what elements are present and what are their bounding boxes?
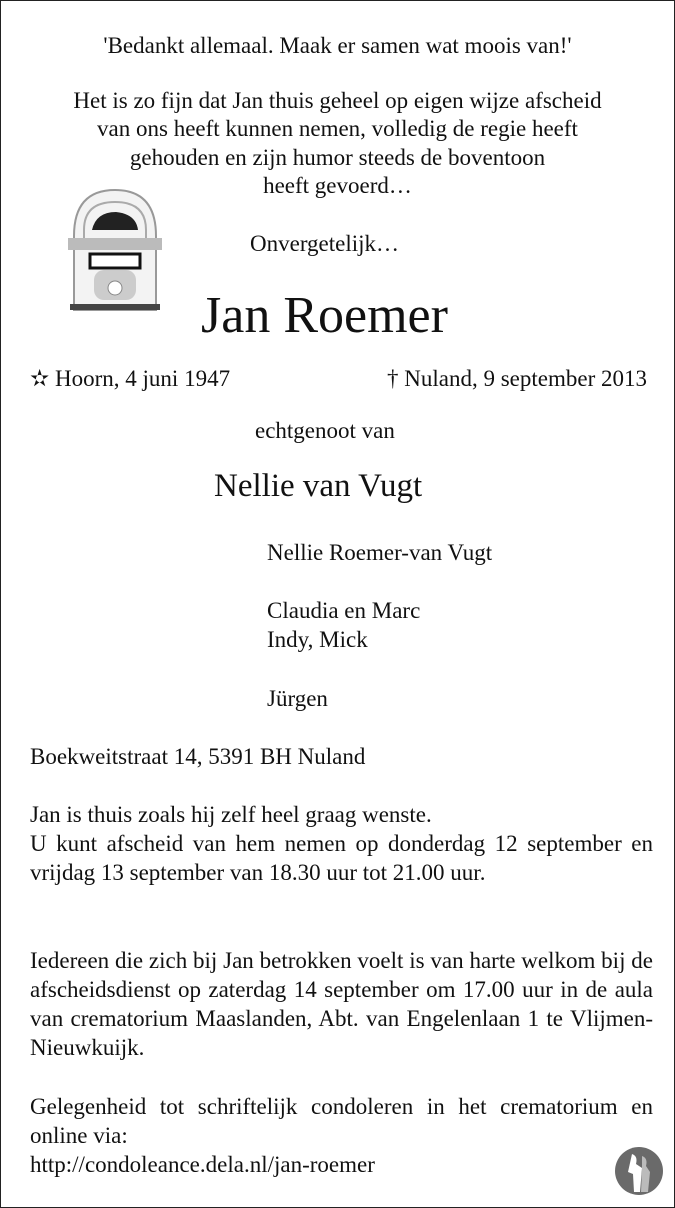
intro-line: heeft gevoerd… [263,173,412,198]
condolence-link[interactable]: http://condoleance.dela.nl/jan-roemer [30,1152,375,1177]
spouse-name: Nellie van Vugt [214,468,423,504]
intro-line: Het is zo fijn dat Jan thuis geheel op eigen wijze afscheid [73,88,602,113]
family-member: Indy, Mick [267,627,368,652]
intro-line: van ons heeft kunnen nemen, volledig de regie heeft [97,116,578,141]
dela-logo-icon [614,1146,664,1196]
birth-info: ✫ Hoorn, 4 juni 1947 [30,366,231,391]
quote: 'Bedankt allemaal. Maak er samen wat moois van!' [103,33,572,58]
unforgettable-text: Onvergetelijk… [250,231,400,256]
family-member: Jürgen [267,686,328,711]
visitation-paragraph [30,800,653,887]
family-member: Nellie Roemer-van Vugt [267,540,493,565]
visitation-line: U kunt afscheid van hem nemen op donderdag 12 september en vrijdag 13 september van 18.30 uur tot 21.00 uur. [30,831,653,885]
jukebox-image [66,186,164,312]
visitation-line: Jan is thuis zoals hij zelf heel graag wenste. [30,802,432,827]
spouse-intro: echtgenoot van [255,418,395,443]
intro-line: gehouden en zijn humor steeds de boventoon [129,145,546,170]
family-member: Claudia en Marc [267,598,421,623]
deceased-name: Jan Roemer [201,287,448,344]
condolence-paragraph: Gelegenheid tot schriftelijk condoleren in het crematorium en online via: [30,1094,653,1148]
address: Boekweitstraat 14, 5391 BH Nuland [30,744,366,769]
service-paragraph: Iedereen die zich bij Jan betrokken voelt is van harte welkom bij de afscheidsdienst op zaterdag 14 september om 17.00 uur in de aula van crematorium Maaslanden, Abt. van Engelenlaan 1 te Vlijmen-Nieuwkuijk. [30,948,653,1060]
death-info: † Nuland, 9 september 2013 [387,366,647,391]
